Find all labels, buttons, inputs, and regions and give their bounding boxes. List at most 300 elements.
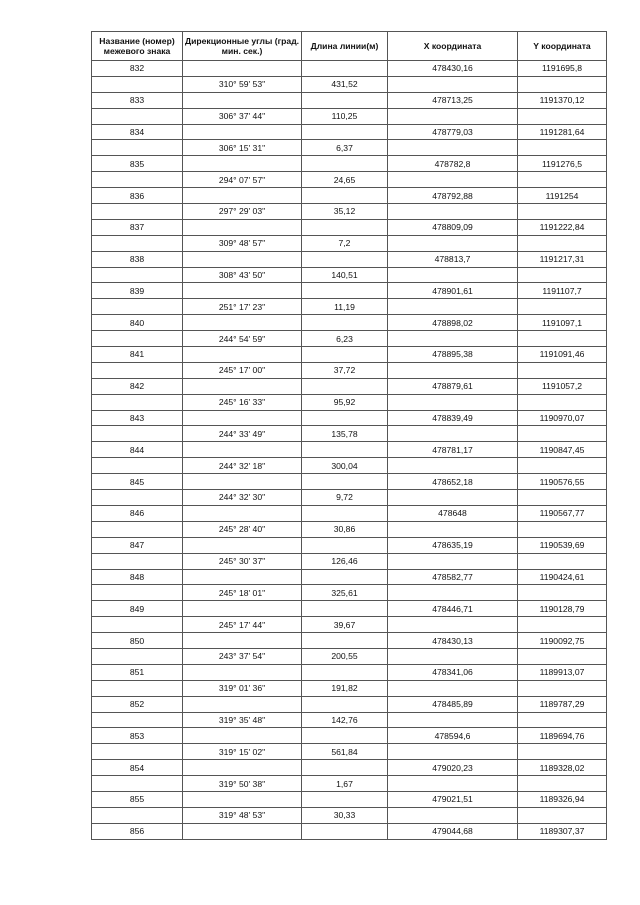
y-coordinate: [518, 776, 607, 792]
line-length: 1,67: [302, 776, 388, 792]
segment-row: [92, 140, 607, 156]
x-coordinate: [388, 267, 518, 283]
direction-angle: 319° 35' 48": [183, 712, 302, 728]
direction-angle: 319° 01' 36": [183, 680, 302, 696]
segment-row: [92, 426, 607, 442]
angle-cell: [183, 696, 302, 712]
line-length: 300,04: [302, 458, 388, 474]
direction-angle: 309° 48' 57": [183, 235, 302, 251]
marker-name: [92, 235, 183, 251]
direction-angle: 294° 07' 57": [183, 172, 302, 188]
segment-row: [92, 680, 607, 696]
direction-angle: 319° 50' 38": [183, 776, 302, 792]
marker-name: 833: [92, 92, 183, 108]
y-coordinate: 1191370,12: [518, 92, 607, 108]
angle-cell: [183, 378, 302, 394]
line-length: 142,76: [302, 712, 388, 728]
segment-row: [92, 299, 607, 315]
marker-row: [92, 760, 607, 776]
y-coordinate: [518, 204, 607, 220]
line-length: 200,55: [302, 648, 388, 664]
length-cell: [302, 696, 388, 712]
segment-row: [92, 807, 607, 823]
segment-row: [92, 172, 607, 188]
header-angle: Дирекционные углы (град. мин. сек.): [183, 32, 302, 61]
line-length: 95,92: [302, 394, 388, 410]
angle-cell: [183, 410, 302, 426]
x-coordinate: 479021,51: [388, 791, 518, 807]
marker-row: [92, 124, 607, 140]
direction-angle: 245° 17' 00": [183, 362, 302, 378]
marker-name: [92, 331, 183, 347]
length-cell: [302, 633, 388, 649]
length-cell: [302, 410, 388, 426]
boundary-coordinates-table: [91, 31, 607, 840]
line-length: 39,67: [302, 617, 388, 633]
x-coordinate: 478879,61: [388, 378, 518, 394]
y-coordinate: 1191057,2: [518, 378, 607, 394]
direction-angle: 244° 33' 49": [183, 426, 302, 442]
line-length: 191,82: [302, 680, 388, 696]
marker-name: [92, 521, 183, 537]
y-coordinate: 1191217,31: [518, 251, 607, 267]
x-coordinate: 478809,09: [388, 219, 518, 235]
marker-name: 841: [92, 347, 183, 363]
marker-name: 843: [92, 410, 183, 426]
x-coordinate: [388, 394, 518, 410]
segment-row: [92, 331, 607, 347]
x-coordinate: 478895,38: [388, 347, 518, 363]
y-coordinate: [518, 426, 607, 442]
x-coordinate: [388, 235, 518, 251]
angle-cell: [183, 601, 302, 617]
segment-row: [92, 458, 607, 474]
angle-cell: [183, 505, 302, 521]
angle-cell: [183, 569, 302, 585]
x-coordinate: [388, 172, 518, 188]
y-coordinate: 1190092,75: [518, 633, 607, 649]
angle-cell: [183, 315, 302, 331]
y-coordinate: 1190539,69: [518, 537, 607, 553]
x-coordinate: [388, 776, 518, 792]
line-length: 561,84: [302, 744, 388, 760]
angle-cell: [183, 124, 302, 140]
segment-row: [92, 76, 607, 92]
marker-name: 840: [92, 315, 183, 331]
marker-row: [92, 696, 607, 712]
marker-name: [92, 490, 183, 506]
line-length: 110,25: [302, 108, 388, 124]
marker-name: [92, 394, 183, 410]
marker-name: 842: [92, 378, 183, 394]
segment-row: [92, 553, 607, 569]
x-coordinate: [388, 458, 518, 474]
line-length: 6,37: [302, 140, 388, 156]
marker-row: [92, 219, 607, 235]
line-length: 126,46: [302, 553, 388, 569]
y-coordinate: 1189328,02: [518, 760, 607, 776]
x-coordinate: [388, 362, 518, 378]
y-coordinate: 1190567,77: [518, 505, 607, 521]
segment-row: [92, 521, 607, 537]
angle-cell: [183, 442, 302, 458]
marker-name: [92, 776, 183, 792]
length-cell: [302, 505, 388, 521]
y-coordinate: 1190576,55: [518, 474, 607, 490]
y-coordinate: [518, 140, 607, 156]
marker-row: [92, 442, 607, 458]
x-coordinate: 478901,61: [388, 283, 518, 299]
line-length: 140,51: [302, 267, 388, 283]
marker-name: 838: [92, 251, 183, 267]
direction-angle: 297° 29' 03": [183, 204, 302, 220]
direction-angle: 245° 17' 44": [183, 617, 302, 633]
marker-name: [92, 712, 183, 728]
table-body: [92, 61, 607, 840]
length-cell: [302, 188, 388, 204]
x-coordinate: [388, 108, 518, 124]
y-coordinate: [518, 490, 607, 506]
x-coordinate: 478582,77: [388, 569, 518, 585]
length-cell: [302, 474, 388, 490]
x-coordinate: [388, 712, 518, 728]
y-coordinate: [518, 744, 607, 760]
x-coordinate: 478782,8: [388, 156, 518, 172]
segment-row: [92, 776, 607, 792]
y-coordinate: [518, 617, 607, 633]
marker-name: 848: [92, 569, 183, 585]
marker-row: [92, 474, 607, 490]
segment-row: [92, 617, 607, 633]
marker-row: [92, 601, 607, 617]
marker-row: [92, 315, 607, 331]
line-length: 6,23: [302, 331, 388, 347]
y-coordinate: [518, 553, 607, 569]
marker-name: [92, 299, 183, 315]
length-cell: [302, 442, 388, 458]
y-coordinate: [518, 521, 607, 537]
marker-name: 847: [92, 537, 183, 553]
x-coordinate: 478485,89: [388, 696, 518, 712]
marker-row: [92, 251, 607, 267]
length-cell: [302, 537, 388, 553]
y-coordinate: [518, 76, 607, 92]
marker-name: [92, 744, 183, 760]
line-length: 24,65: [302, 172, 388, 188]
length-cell: [302, 219, 388, 235]
angle-cell: [183, 664, 302, 680]
y-coordinate: [518, 648, 607, 664]
marker-row: [92, 92, 607, 108]
x-coordinate: 479044,68: [388, 823, 518, 839]
direction-angle: 306° 15' 31": [183, 140, 302, 156]
segment-row: [92, 712, 607, 728]
marker-row: [92, 569, 607, 585]
marker-name: 837: [92, 219, 183, 235]
marker-row: [92, 188, 607, 204]
segment-row: [92, 648, 607, 664]
marker-name: 854: [92, 760, 183, 776]
segment-row: [92, 744, 607, 760]
direction-angle: 244° 32' 30": [183, 490, 302, 506]
marker-name: [92, 807, 183, 823]
x-coordinate: 478430,13: [388, 633, 518, 649]
marker-name: 836: [92, 188, 183, 204]
segment-row: [92, 235, 607, 251]
angle-cell: [183, 474, 302, 490]
y-coordinate: [518, 108, 607, 124]
marker-name: [92, 140, 183, 156]
angle-cell: [183, 283, 302, 299]
y-coordinate: [518, 458, 607, 474]
marker-name: 855: [92, 791, 183, 807]
marker-row: [92, 664, 607, 680]
marker-name: 853: [92, 728, 183, 744]
y-coordinate: [518, 585, 607, 601]
x-coordinate: [388, 76, 518, 92]
marker-name: 846: [92, 505, 183, 521]
marker-name: 845: [92, 474, 183, 490]
marker-name: 856: [92, 823, 183, 839]
x-coordinate: [388, 585, 518, 601]
marker-name: 850: [92, 633, 183, 649]
y-coordinate: 1191097,1: [518, 315, 607, 331]
marker-row: [92, 61, 607, 77]
y-coordinate: [518, 299, 607, 315]
direction-angle: 244° 54' 59": [183, 331, 302, 347]
x-coordinate: [388, 426, 518, 442]
y-coordinate: [518, 712, 607, 728]
x-coordinate: 478341,06: [388, 664, 518, 680]
line-length: 37,72: [302, 362, 388, 378]
y-coordinate: 1191254: [518, 188, 607, 204]
length-cell: [302, 760, 388, 776]
x-coordinate: 478635,19: [388, 537, 518, 553]
y-coordinate: [518, 235, 607, 251]
x-coordinate: 478652,18: [388, 474, 518, 490]
length-cell: [302, 664, 388, 680]
y-coordinate: 1191222,84: [518, 219, 607, 235]
line-length: 135,78: [302, 426, 388, 442]
y-coordinate: [518, 680, 607, 696]
length-cell: [302, 283, 388, 299]
y-coordinate: 1189326,94: [518, 791, 607, 807]
marker-row: [92, 410, 607, 426]
x-coordinate: [388, 521, 518, 537]
x-coordinate: 478648: [388, 505, 518, 521]
length-cell: [302, 315, 388, 331]
line-length: 35,12: [302, 204, 388, 220]
x-coordinate: [388, 204, 518, 220]
direction-angle: 245° 30' 37": [183, 553, 302, 569]
y-coordinate: [518, 807, 607, 823]
length-cell: [302, 569, 388, 585]
marker-name: 835: [92, 156, 183, 172]
y-coordinate: 1191107,7: [518, 283, 607, 299]
marker-row: [92, 728, 607, 744]
marker-name: [92, 76, 183, 92]
line-length: 30,33: [302, 807, 388, 823]
marker-name: [92, 172, 183, 188]
direction-angle: 319° 15' 02": [183, 744, 302, 760]
x-coordinate: [388, 617, 518, 633]
x-coordinate: 478839,49: [388, 410, 518, 426]
angle-cell: [183, 760, 302, 776]
y-coordinate: 1190970,07: [518, 410, 607, 426]
line-length: 431,52: [302, 76, 388, 92]
x-coordinate: 478898,02: [388, 315, 518, 331]
x-coordinate: [388, 807, 518, 823]
y-coordinate: [518, 267, 607, 283]
marker-row: [92, 823, 607, 839]
direction-angle: 310° 59' 53": [183, 76, 302, 92]
direction-angle: 244° 32' 18": [183, 458, 302, 474]
direction-angle: 251° 17' 23": [183, 299, 302, 315]
angle-cell: [183, 537, 302, 553]
angle-cell: [183, 219, 302, 235]
marker-name: 834: [92, 124, 183, 140]
segment-row: [92, 362, 607, 378]
x-coordinate: [388, 680, 518, 696]
marker-name: 849: [92, 601, 183, 617]
marker-name: [92, 426, 183, 442]
y-coordinate: 1189913,07: [518, 664, 607, 680]
marker-name: [92, 617, 183, 633]
angle-cell: [183, 188, 302, 204]
y-coordinate: 1191281,64: [518, 124, 607, 140]
table-header-row: [92, 32, 607, 61]
segment-row: [92, 204, 607, 220]
angle-cell: [183, 728, 302, 744]
marker-name: [92, 458, 183, 474]
line-length: 7,2: [302, 235, 388, 251]
angle-cell: [183, 92, 302, 108]
x-coordinate: 478792,88: [388, 188, 518, 204]
x-coordinate: [388, 140, 518, 156]
direction-angle: 319° 48' 53": [183, 807, 302, 823]
marker-row: [92, 791, 607, 807]
marker-name: [92, 204, 183, 220]
angle-cell: [183, 347, 302, 363]
x-coordinate: 478446,71: [388, 601, 518, 617]
direction-angle: 306° 37' 44": [183, 108, 302, 124]
header-y: Y координата: [518, 32, 607, 61]
header-name: Название (номер) межевого знака: [92, 32, 183, 61]
x-coordinate: 478779,03: [388, 124, 518, 140]
x-coordinate: [388, 331, 518, 347]
y-coordinate: 1190128,79: [518, 601, 607, 617]
length-cell: [302, 61, 388, 77]
y-coordinate: [518, 394, 607, 410]
x-coordinate: 478430,16: [388, 61, 518, 77]
y-coordinate: [518, 172, 607, 188]
marker-name: 844: [92, 442, 183, 458]
y-coordinate: 1190424,61: [518, 569, 607, 585]
angle-cell: [183, 156, 302, 172]
marker-row: [92, 156, 607, 172]
marker-name: 839: [92, 283, 183, 299]
y-coordinate: 1191091,46: [518, 347, 607, 363]
x-coordinate: [388, 744, 518, 760]
length-cell: [302, 601, 388, 617]
marker-name: [92, 108, 183, 124]
x-coordinate: 478813,7: [388, 251, 518, 267]
x-coordinate: [388, 299, 518, 315]
x-coordinate: 478781,17: [388, 442, 518, 458]
x-coordinate: [388, 490, 518, 506]
marker-name: [92, 362, 183, 378]
length-cell: [302, 124, 388, 140]
length-cell: [302, 791, 388, 807]
marker-name: [92, 648, 183, 664]
marker-name: 852: [92, 696, 183, 712]
header-x: X координата: [388, 32, 518, 61]
marker-name: [92, 680, 183, 696]
length-cell: [302, 92, 388, 108]
direction-angle: 243° 37' 54": [183, 648, 302, 664]
angle-cell: [183, 791, 302, 807]
marker-name: [92, 267, 183, 283]
segment-row: [92, 108, 607, 124]
segment-row: [92, 267, 607, 283]
line-length: 325,61: [302, 585, 388, 601]
marker-row: [92, 347, 607, 363]
length-cell: [302, 156, 388, 172]
marker-row: [92, 283, 607, 299]
marker-row: [92, 537, 607, 553]
y-coordinate: [518, 331, 607, 347]
angle-cell: [183, 633, 302, 649]
segment-row: [92, 585, 607, 601]
length-cell: [302, 251, 388, 267]
y-coordinate: 1189694,76: [518, 728, 607, 744]
x-coordinate: 479020,23: [388, 760, 518, 776]
y-coordinate: 1189787,29: [518, 696, 607, 712]
direction-angle: 308° 43' 50": [183, 267, 302, 283]
segment-row: [92, 394, 607, 410]
marker-name: 832: [92, 61, 183, 77]
marker-row: [92, 633, 607, 649]
marker-name: [92, 553, 183, 569]
header-length: Длина линии(м): [302, 32, 388, 61]
segment-row: [92, 490, 607, 506]
line-length: 11,19: [302, 299, 388, 315]
direction-angle: 245° 28' 40": [183, 521, 302, 537]
x-coordinate: [388, 553, 518, 569]
x-coordinate: 478594,6: [388, 728, 518, 744]
line-length: 30,86: [302, 521, 388, 537]
y-coordinate: 1189307,37: [518, 823, 607, 839]
direction-angle: 245° 16' 33": [183, 394, 302, 410]
line-length: 9,72: [302, 490, 388, 506]
angle-cell: [183, 823, 302, 839]
marker-row: [92, 378, 607, 394]
y-coordinate: 1191695,8: [518, 61, 607, 77]
length-cell: [302, 378, 388, 394]
length-cell: [302, 823, 388, 839]
length-cell: [302, 728, 388, 744]
marker-name: [92, 585, 183, 601]
marker-name: 851: [92, 664, 183, 680]
y-coordinate: 1190847,45: [518, 442, 607, 458]
length-cell: [302, 347, 388, 363]
angle-cell: [183, 61, 302, 77]
direction-angle: 245° 18' 01": [183, 585, 302, 601]
y-coordinate: [518, 362, 607, 378]
x-coordinate: [388, 648, 518, 664]
angle-cell: [183, 251, 302, 267]
marker-row: [92, 505, 607, 521]
